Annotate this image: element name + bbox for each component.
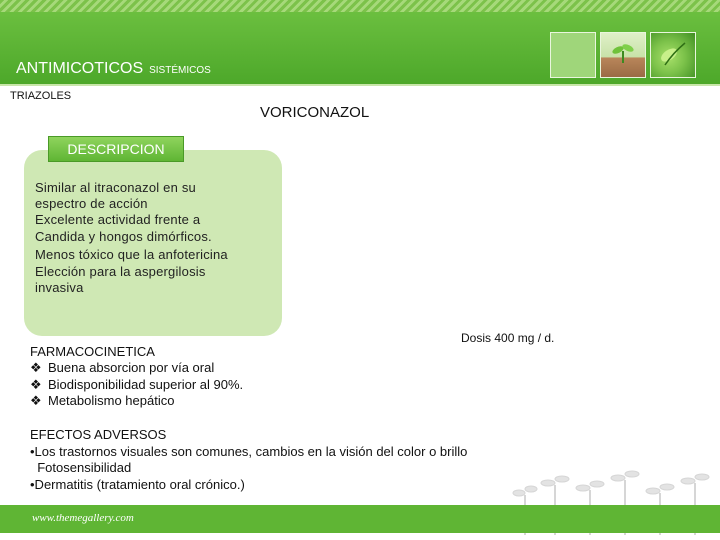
pharmacokinetics-title: FARMACOCINETICA (30, 344, 155, 359)
title-subtitle: SISTÉMICOS (149, 65, 211, 76)
description-line: espectro de acción (35, 196, 148, 211)
description-line: Elección para la aspergilosis (35, 264, 206, 279)
footer-link[interactable]: www.themegallery.com (32, 512, 134, 524)
adverse-effect-line: Fotosensibilidad (30, 460, 132, 475)
description-line: Menos tóxico que la anfotericina (35, 247, 228, 262)
pharmacokinetics-item-text: Biodisponibilidad superior al 90%. (48, 377, 244, 392)
leaf-icon (651, 33, 695, 77)
pharmacokinetics-item (30, 393, 174, 409)
pharmacokinetics-item (30, 377, 243, 393)
adverse-effects-title: EFECTOS ADVERSOS (30, 427, 167, 442)
description-line: Similar al itraconazol en su (35, 180, 196, 195)
diamond-bullet-icon: ❖ (30, 377, 42, 392)
description-line: Excelente actividad frente a (35, 212, 201, 227)
leaf-thumbnail (650, 32, 696, 78)
section-label: TRIAZOLES (10, 90, 72, 102)
pharmacokinetics-item-text: Metabolismo hepático (48, 393, 175, 408)
description-line: invasiva (35, 280, 84, 295)
decorative-thumbnail-plain (550, 32, 596, 78)
description-tab: DESCRIPCION (48, 136, 184, 162)
diamond-bullet-icon: ❖ (30, 360, 42, 375)
pharmacokinetics-item-text: Buena absorcion por vía oral (48, 360, 215, 375)
header-divider (0, 84, 720, 86)
adverse-effect-line: •Dermatitis (tratamiento oral crónico.) (30, 477, 245, 492)
top-stripe (0, 0, 720, 12)
dose-text: Dosis 400 mg / d. (461, 331, 555, 345)
sprout-icon (601, 33, 645, 77)
description-line: Candida y hongos dimórficos. (35, 229, 212, 244)
diamond-bullet-icon: ❖ (30, 393, 42, 408)
adverse-effect-line: •Los trastornos visuales son comunes, cambios en la visión del color o brillo (30, 444, 468, 459)
pharmacokinetics-item (30, 360, 214, 376)
drug-heading: VORICONAZOL (260, 104, 370, 121)
sprout-soil-thumbnail (600, 32, 646, 78)
page-title (16, 60, 211, 78)
title-text: ANTIMICOTICOS (16, 60, 144, 77)
